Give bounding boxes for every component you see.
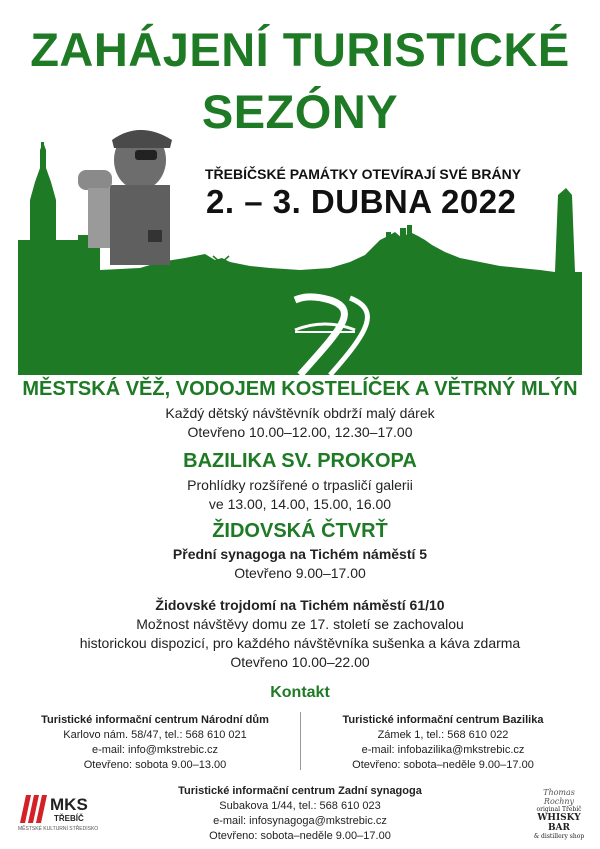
section-heading: BAZILIKA SV. PROKOPA bbox=[183, 450, 417, 472]
section-line: Otevřeno 9.00–17.00 bbox=[234, 565, 366, 581]
contact-zadni-synagoga bbox=[150, 784, 450, 844]
mks-logo-tagline: MĚSTSKÉ KULTURNÍ STŘEDISKO bbox=[18, 826, 99, 832]
contact-name: Turistické informační centrum Zadní synagoga bbox=[178, 785, 422, 797]
whisky-line1: original Třebíč bbox=[536, 806, 582, 813]
contact-address: Zámek 1, tel.: 568 610 022 bbox=[377, 729, 509, 741]
contact-hours: Otevřeno: sobota–neděle 9.00–17.00 bbox=[209, 830, 391, 842]
section-line: Možnost návštěvy domu ze 17. století se zachovalou bbox=[136, 616, 464, 632]
contact-hours: Otevřeno: sobota–neděle 9.00–17.00 bbox=[352, 759, 534, 771]
hiker-photo bbox=[78, 130, 195, 270]
contact-address: Subakova 1/44, tel.: 568 610 023 bbox=[219, 800, 381, 812]
section-basilica bbox=[0, 450, 600, 514]
section-line: Otevřeno 10.00–22.00 bbox=[230, 654, 370, 670]
whisky-line2: WHISKY BAR bbox=[537, 813, 581, 833]
mks-logo bbox=[18, 793, 108, 842]
section-trojdomi bbox=[0, 596, 600, 672]
event-date: 2. – 3. DUBNA 2022 bbox=[206, 183, 517, 220]
mks-logo-city: TŘEBÍČ bbox=[54, 814, 84, 823]
whisky-signature: Thomas Rochny bbox=[543, 788, 575, 806]
section-subheading: Přední synagoga na Tichém náměstí 5 bbox=[172, 546, 428, 562]
poster-subtitle: TŘEBÍČSKÉ PAMÁTKY OTEVÍRAJÍ SVÉ BRÁNY bbox=[205, 166, 522, 182]
poster-title-line2: SEZÓNY bbox=[201, 85, 399, 138]
section-line: ve 13.00, 14.00, 15.00, 16.00 bbox=[208, 496, 392, 512]
contact-name: Turistické informační centrum Bazilika bbox=[342, 714, 544, 726]
section-line: Každý dětský návštěvník obdrží malý dárek bbox=[165, 405, 435, 421]
contact-email[interactable]: e-mail: infobazilika@mkstrebic.cz bbox=[361, 744, 525, 756]
contact-email[interactable]: e-mail: info@mkstrebic.cz bbox=[91, 744, 219, 756]
contact-email[interactable]: e-mail: infosynagoga@mkstrebic.cz bbox=[213, 815, 387, 827]
section-tower bbox=[0, 378, 600, 442]
section-heading: ŽIDOVSKÁ ČTVRŤ bbox=[212, 520, 388, 542]
contact-hours: Otevřeno: sobota 9.00–13.00 bbox=[83, 759, 227, 771]
section-subheading: Židovské trojdomí na Tichém náměstí 61/10 bbox=[155, 597, 445, 613]
contact-name: Turistické informační centrum Národní dům bbox=[41, 714, 269, 726]
section-line: Prohlídky rozšířené o trpasličí galerii bbox=[187, 477, 413, 493]
poster-title-line1: ZAHÁJENÍ TURISTICKÉ bbox=[30, 23, 570, 76]
section-heading: MĚSTSKÁ VĚŽ, VODOJEM KOSTELÍČEK A VĚTRNÝ MLÝN bbox=[22, 378, 578, 400]
whisky-bar-logo bbox=[528, 788, 590, 840]
contact-narodni-dum bbox=[30, 713, 280, 773]
contact-title: Kontakt bbox=[270, 684, 330, 701]
section-jewish-quarter bbox=[0, 520, 600, 583]
mks-logo-name: MKS bbox=[50, 795, 88, 814]
contact-bazilika bbox=[318, 713, 568, 773]
section-line: Otevřeno 10.00–12.00, 12.30–17.00 bbox=[187, 424, 413, 440]
section-line: historickou dispozicí, pro každého návštěvníka sušenka a káva zdarma bbox=[79, 635, 521, 651]
contact-divider bbox=[300, 712, 301, 770]
whisky-line3: & distillery shop bbox=[533, 833, 585, 840]
contact-address: Karlovo nám. 58/47, tel.: 568 610 021 bbox=[63, 729, 247, 741]
